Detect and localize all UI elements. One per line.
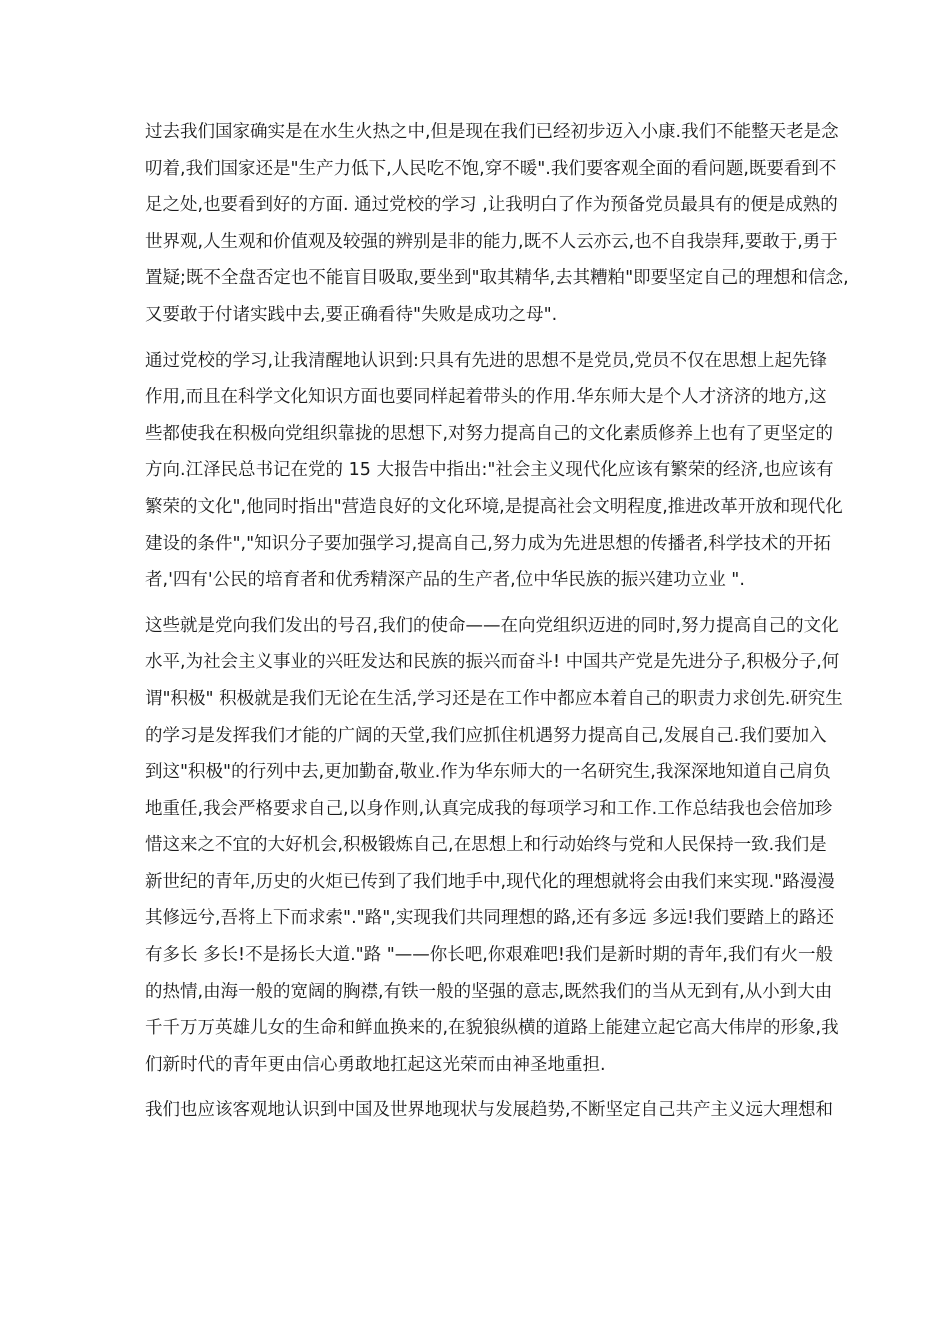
text-line: 谓"积极" 积极就是我们无论在生活,学习还是在工作中都应本着自己的职责力求创先.研究生 <box>145 688 843 709</box>
paragraph-3 <box>145 608 843 1084</box>
text-line: 叨着,我们国家还是"生产力低下,人民吃不饱,穿不暖".我们要客观全面的看问题,既要看到不 <box>145 158 837 179</box>
text-line: 世界观,人生观和价值观及较强的辨别是非的能力,既不人云亦云,也不自我崇拜,要敢于,勇于 <box>145 231 838 252</box>
document-page <box>145 114 849 1138</box>
text-line: 到这"积极"的行列中去,更加勤奋,敬业.作为华东师大的一名研究生,我深深地知道自己肩负 <box>145 762 831 783</box>
paragraph-4 <box>145 1092 834 1129</box>
text-line: 又要敢于付诸实践中去,要正确看待"失败是成功之母". <box>145 304 558 325</box>
text-line: 有多长 多长!不是扬长大道."路 "——你长吧,你艰难吧!我们是新时期的青年,我们有火一般 <box>145 945 833 966</box>
text-line: 的学习是发挥我们才能的广阔的天堂,我们应抓住机遇努力提高自己,发展自己.我们要加入 <box>145 725 827 746</box>
text-line: 过去我们国家确实是在水生火热之中,但是现在我们已经初步迈入小康.我们不能整天老是念 <box>145 122 839 142</box>
text-line: 建设的条件","知识分子要加强学习,提高自己,努力成为先进思想的传播者,科学技术的开拓 <box>145 533 831 554</box>
text-line: 这些就是党向我们发出的号召,我们的使命——在向党组织迈进的同时,努力提高自己的文化 <box>145 615 839 636</box>
text-line: 繁荣的文化",他同时指出"营造良好的文化环境,是提高社会文明程度,推进改革开放和现代化 <box>145 496 843 517</box>
text-line: 足之处,也要看到好的方面. 通过党校的学习 ,让我明白了作为预备党员最具有的便是成熟的 <box>145 195 838 216</box>
text-line: 置疑;既不全盘否定也不能盲目吸取,要坐到"取其精华,去其糟粕"即要坚定自己的理想和信念, <box>145 268 849 289</box>
text-line: 作用,而且在科学文化知识方面也要同样起着带头的作用.华东师大是个人才济济的地方,这 <box>145 387 827 408</box>
text-line: 的热情,由海一般的宽阔的胸襟,有铁一般的坚强的意志,既然我们的当从无到有,从小到大由 <box>145 981 833 1002</box>
text-line: 地重任,我会严格要求自己,以身作则,认真完成我的每项学习和工作.工作总结我也会倍加珍 <box>145 798 833 819</box>
text-line: 水平,为社会主义事业的兴旺发达和民族的振兴而奋斗! 中国共产党是先进分子,积极分子,何 <box>145 652 840 673</box>
paragraph-1 <box>145 114 849 334</box>
text-line: 惜这来之不宜的大好机会,积极锻炼自己,在思想上和行动始终与党和人民保持一致.我们是 <box>145 835 827 856</box>
text-line: 其修远兮,吾将上下而求索"."路",实现我们共同理想的路,还有多远 多远!我们要踏上的路还 <box>145 908 834 929</box>
text-line: 通过党校的学习,让我清醒地认识到:只具有先进的思想不是党员,党员不仅在思想上起先锋 <box>145 350 828 371</box>
text-line: 千千万万英雄儿女的生命和鲜血换来的,在貌狼纵横的道路上能建立起它高大伟岸的形象,我 <box>145 1018 839 1039</box>
text-line: 些都使我在积极向党组织靠拢的思想下,对努力提高自己的文化素质修养上也有了更坚定的 <box>145 423 834 444</box>
text-line: 方向.江泽民总书记在党的 15 大报告中指出:"社会主义现代化应该有繁荣的经济,也应该有 <box>145 460 834 481</box>
text-line: 者,'四有'公民的培育者和优秀精深产品的生产者,位中华民族的振兴建功立业 ". <box>145 570 745 591</box>
text-line: 新世纪的青年,历史的火炬已传到了我们地手中,现代化的理想就将会由我们来实现."路漫漫 <box>145 871 835 892</box>
text-line: 我们也应该客观地认识到中国及世界地现状与发展趋势,不断坚定自己共产主义远大理想和 <box>145 1100 834 1121</box>
text-line: 们新时代的青年更由信心勇敢地扛起这光荣而由神圣地重担. <box>145 1054 606 1075</box>
paragraph-2 <box>145 343 843 599</box>
